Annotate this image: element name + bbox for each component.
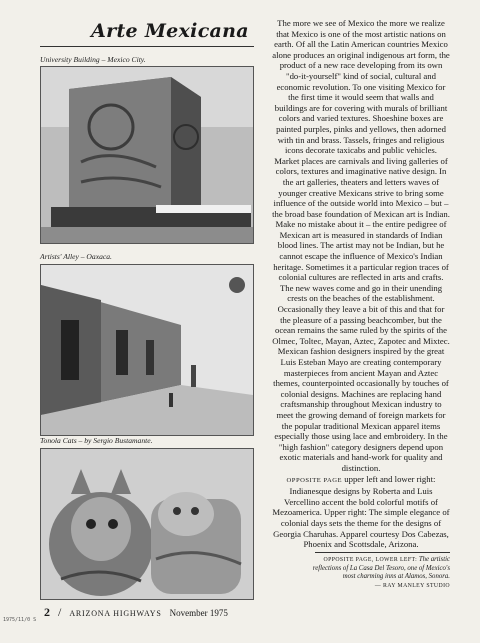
magazine-name: ARIZONA HIGHWAYS (69, 609, 162, 618)
opposite-page-note (272, 474, 450, 550)
credit-text: The artistic reflections of La Casa Del Tesoro, one of Mexico's most charming inns at Alamos, Sonora. (312, 556, 450, 581)
issue-date: November 1975 (169, 608, 228, 618)
university-building-image (41, 67, 253, 243)
photo-caption-alley: Artists' Alley – Oaxaca. (40, 252, 112, 261)
opposite-page-text: upper left and lower right: Indianesque designs by Roberta and Luis Vercellino accent the bold colorful motifs of Mezoamerica. Upper right: The simple elegance of colonial days sets the theme for the designs of Georgia Charuhas. Apparel courtesy Dos Cabezas, Phoenix and Scottsdale, Arizona. (272, 473, 450, 550)
photo-artists-alley (40, 264, 254, 436)
page-title: Arte Mexicana (91, 20, 249, 42)
artists-alley-image (41, 265, 253, 435)
article-body (272, 18, 450, 550)
article-text: The more we see of Mexico the more we realize that Mexico is one of the most artistic nations on earth. Of all the Latin American countries Mexico alone produces an original indigenous art form, the product of a new race developing from its own "do-it-yourself" kind of social, cultural and economic revolution. To one visiting Mexico for the first time it would seem that walls and buildings are for covering with murals of brilliant colors and varied textures. Shoeshine boxes are painted purples, pinks and yellows, then adorned with tin and brass. Tassels, fringes and religious icons decorate taxicabs and public vehicles. Market places are carnivals and living galleries of colors, textures and imaginative native design. In the art galleries, theaters and letters waves of younger creative Mexicans strive to bring some influence of the outside world into Mexico – but – the broad base foundation of Mexican art is Indian. Make no mistake about it – the entire pedigree of Mexican art is measured in standards of Indian blood lines. The artist may not be Indian, but he cannot escape the influence of Mexico's Indian heritage. Sometimes it a particular region traces of colonial cultures are reflected in arts and crafts. The new waves come and go in their unending crests on the beaches of the establishment. Occasionally they leave a bit of this and that for the pleasure of a passing beachcomber, but the ocean remains the same ruled by the spirits of the Olmec, Toltec, Mayan, Aztec, Zapotec and Mixtec. Mexican fashion designers inspired by the great Luis Esteban Mayo are creating contemporary masterpieces from ancient Mayan and Aztec themes, counterpointed occasionally by touches of colonial designs. Machines are replacing hand craftsmanship throughout Mexican industry to meet the growing demand of foreign markets for the popular traditional Mexican apparel items especially those using lace and embroidery. In the "high fashion" category designers depend upon exotic materials and hand-work for quality and distinction. (272, 18, 450, 473)
credit-studio: — RAY MANLEY STUDIO (374, 582, 450, 589)
page-footer (44, 605, 228, 620)
photo-caption-university: University Building – Mexico City. (40, 55, 146, 64)
photo-university-building (40, 66, 254, 244)
credit-rule (315, 552, 450, 553)
photo-credit (300, 556, 450, 590)
photo-caption-cats: Tonola Cats – by Sergio Bustamante. (40, 436, 153, 445)
page-number: 2 (44, 605, 50, 619)
tonola-cats-image (41, 449, 253, 599)
photo-tonola-cats (40, 448, 254, 600)
title-rule (40, 46, 254, 47)
opposite-page-lead: OPPOSITE PAGE (286, 476, 343, 484)
credit-lead: OPPOSITE PAGE, LOWER LEFT: (323, 557, 418, 563)
footer-slash: / (58, 605, 62, 619)
margin-code: 1975/11/0 S (3, 617, 37, 623)
